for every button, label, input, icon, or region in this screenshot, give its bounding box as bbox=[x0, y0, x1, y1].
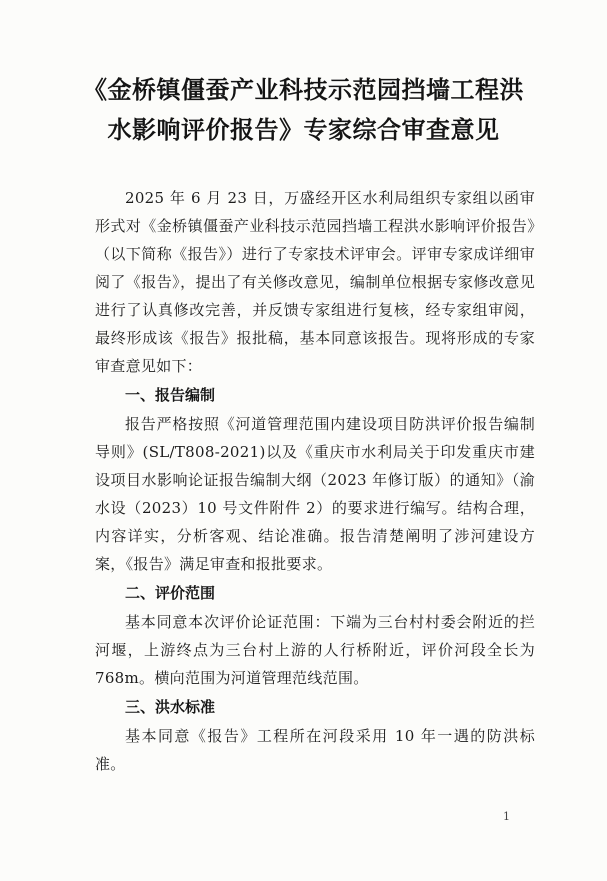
section-text-evaluation-scope: 基本同意本次评价论证范围：下端为三台村村委会附近的拦河堰，上游终点为三台村上游的人行桥附近，评价河段全长为 768m。横向范围为河道管理范线范围。 bbox=[95, 613, 535, 687]
section-heading-report-compilation: 一、报告编制 bbox=[125, 386, 216, 404]
section-text-flood-standard: 基本同意《报告》工程所在河段采用 10 年一遇的防洪标准。 bbox=[95, 727, 535, 773]
section-heading-evaluation-scope: 二、评价范围 bbox=[125, 584, 216, 602]
title-line-1: 《金桥镇僵蚕产业科技示范园挡墙工程洪 bbox=[83, 76, 524, 104]
page-number: 1 bbox=[503, 810, 510, 823]
section-heading-flood-standard: 三、洪水标准 bbox=[125, 698, 216, 716]
document-body bbox=[95, 184, 535, 778]
document-title bbox=[0, 70, 607, 150]
intro-paragraph: 2025 年 6 月 23 日，万盛经开区水利局组织专家组以函审形式对《金桥镇僵蚕产业科技示范园挡墙工程洪水影响评价报告》（以下简称《报告》）进行了专家技术评审会。评审专家成详细审阅了《报告》，提出了有关修改意见，编制单位根据专家修改意见进行了认真修改完善，并反馈专家组进行复核，经专家组审阅，最终形成该《报告》报批稿，基本同意该报告。现将形成的专家审查意见如下： bbox=[95, 189, 535, 375]
section-text-report-compilation: 报告严格按照《河道管理范围内建设项目防洪评价报告编制导则》(SL/T808-2021)以及《重庆市水利局关于印发重庆市建设项目水影响论证报告编制大纲（2023 年修订版）的通知》（渝水设（2023）10 号文件附件 2）的要求进行编写。结构合理，内容详实，分析客观、结论准确。报告清楚阐明了涉河建设方案，《报告》满足审查和报批要求。 bbox=[95, 415, 535, 573]
title-line-2: 水影响评价报告》专家综合审查意见 bbox=[107, 116, 500, 144]
